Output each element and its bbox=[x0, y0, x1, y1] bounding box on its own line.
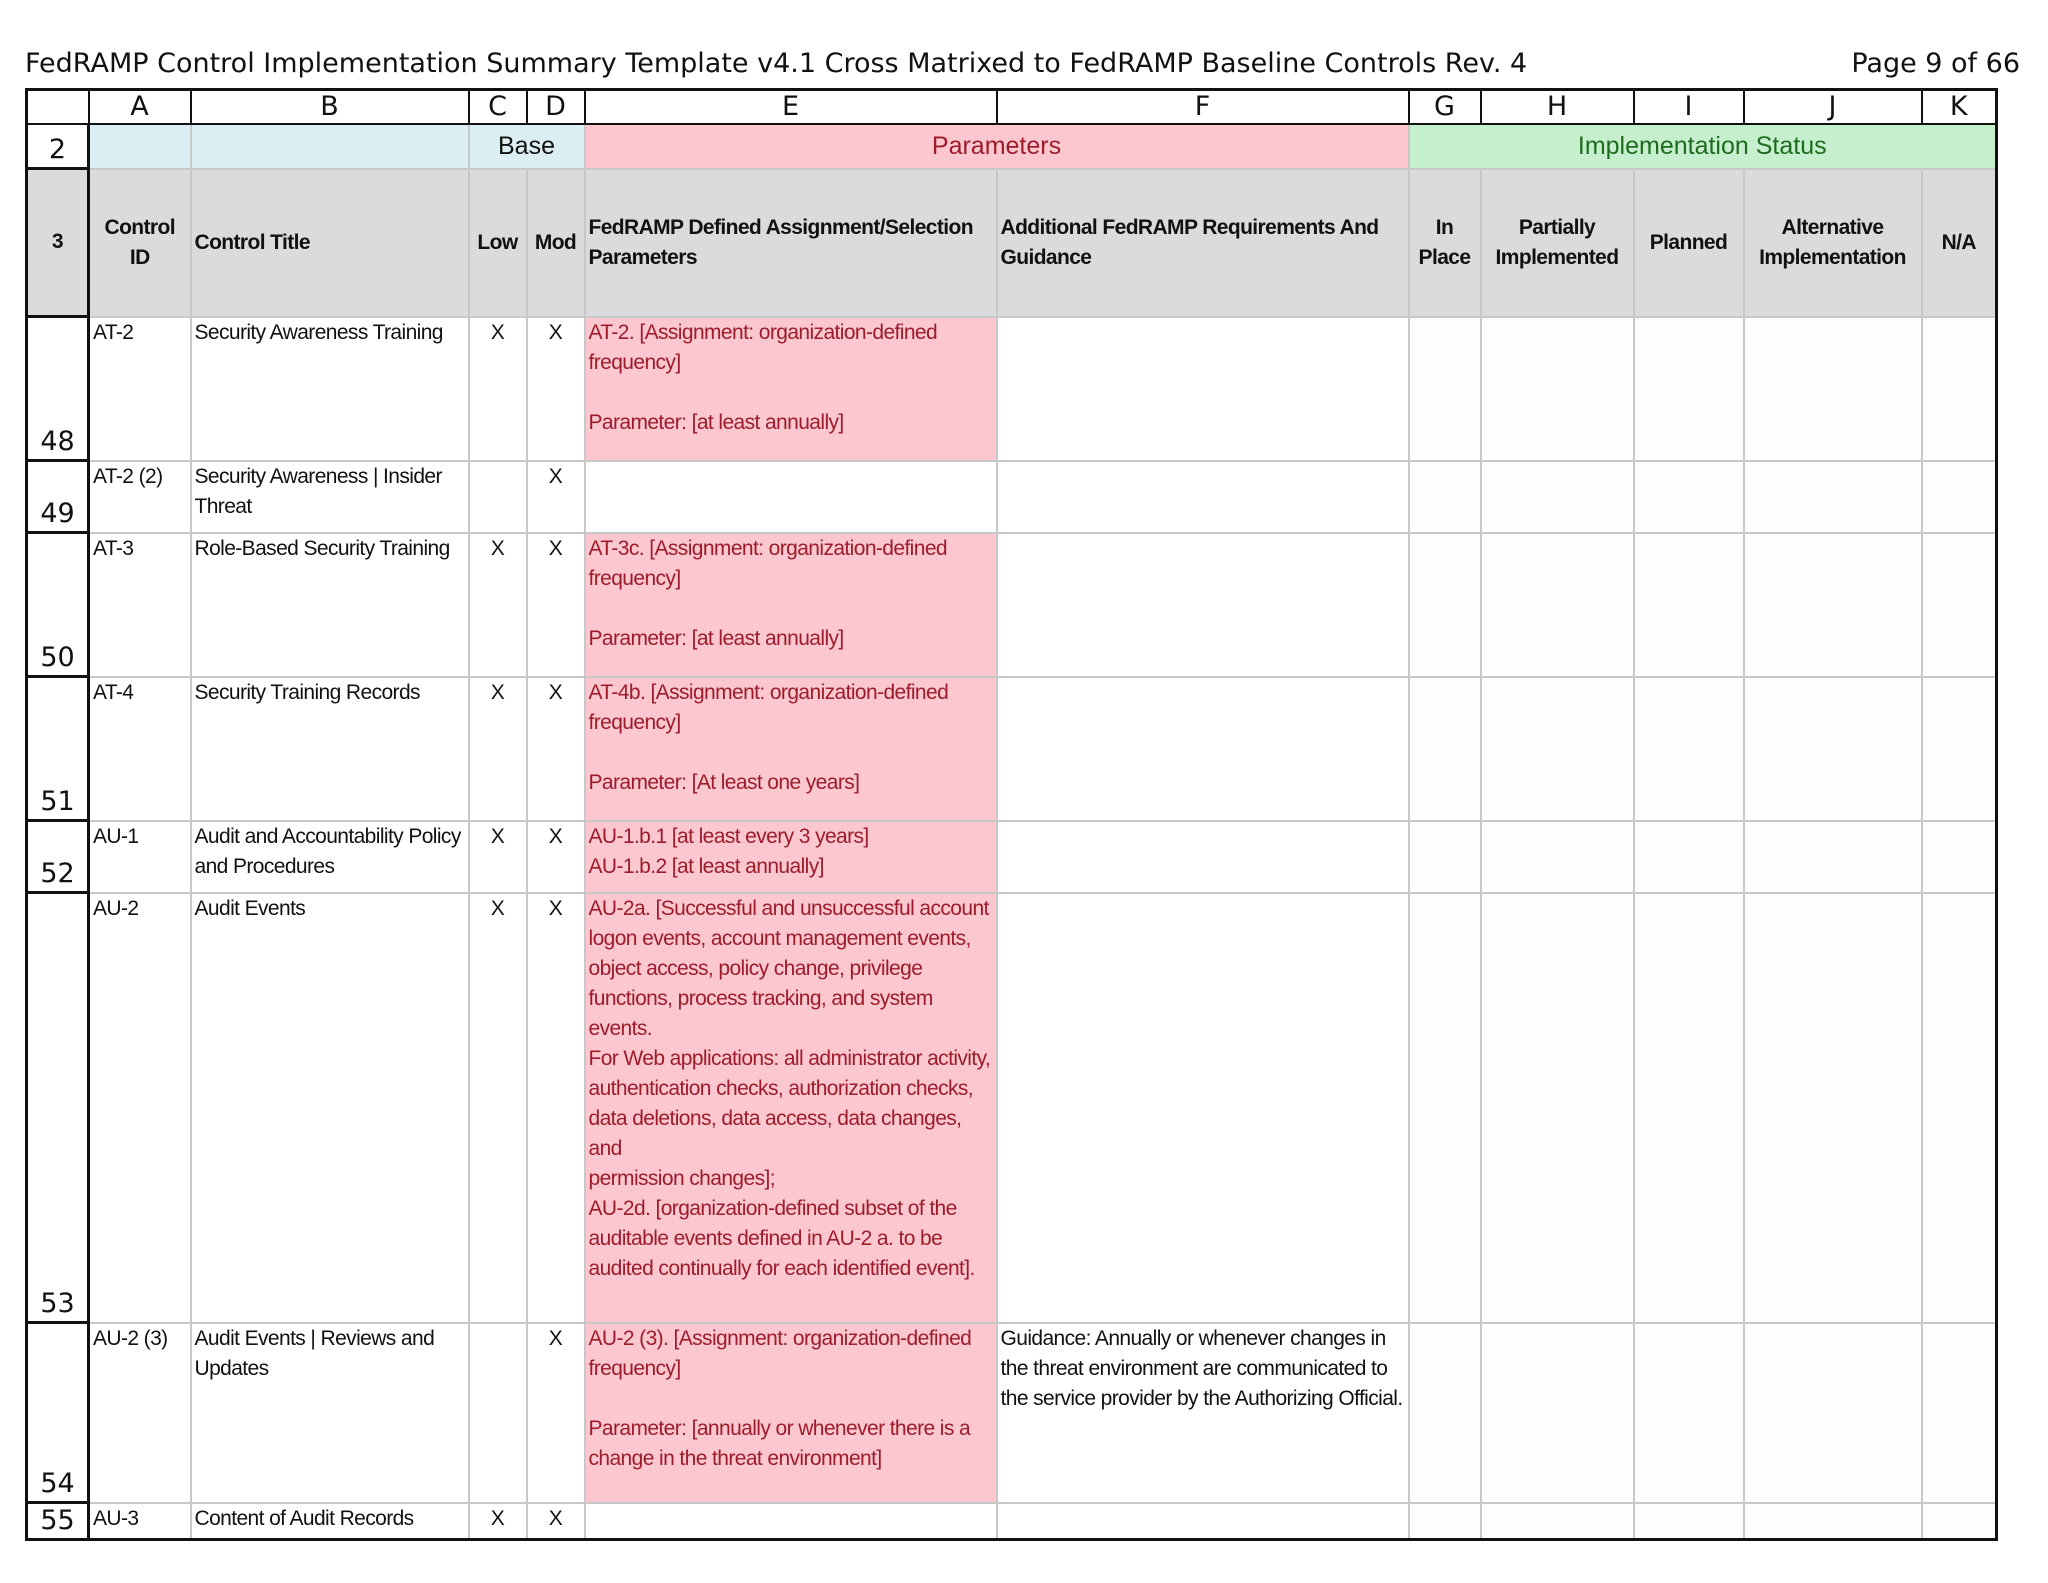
control-title-cell: Role-Based Security Training bbox=[191, 533, 469, 677]
planned-cell bbox=[1634, 461, 1744, 533]
params-cell bbox=[585, 1503, 997, 1540]
guidance-cell bbox=[997, 461, 1409, 533]
column-letter: D bbox=[527, 90, 585, 125]
table-row bbox=[27, 461, 1997, 533]
params-cell: AU-2 (3). [Assignment: organization-defined frequency] Parameter: [annually or whenever there is a change in the threat environment] bbox=[585, 1323, 997, 1503]
guidance-cell: Guidance: Annually or whenever changes in the threat environment are communicated to the service provider by the Authorizing Official. bbox=[997, 1323, 1409, 1503]
guidance-cell bbox=[997, 821, 1409, 893]
in-place-cell bbox=[1409, 893, 1481, 1323]
corner-cell bbox=[27, 90, 89, 125]
row-number: 49 bbox=[27, 461, 89, 533]
na-cell bbox=[1922, 533, 1997, 677]
header-mod: Mod bbox=[527, 169, 585, 317]
params-cell: AT-4b. [Assignment: organization-defined frequency] Parameter: [At least one years] bbox=[585, 677, 997, 821]
alternative-implementation-cell bbox=[1744, 461, 1922, 533]
control-id-cell: AT-4 bbox=[89, 677, 191, 821]
partially-implemented-cell bbox=[1481, 677, 1634, 821]
mod-cell: X bbox=[527, 317, 585, 461]
control-title-cell: Security Awareness | Insider Threat bbox=[191, 461, 469, 533]
control-id-cell: AU-3 bbox=[89, 1503, 191, 1540]
table-row bbox=[27, 677, 1997, 821]
page-number: Page 9 of 66 bbox=[1851, 48, 2020, 79]
in-place-cell bbox=[1409, 677, 1481, 821]
band-parameters: Parameters bbox=[585, 124, 1409, 169]
row-number: 3 bbox=[27, 169, 89, 317]
in-place-cell bbox=[1409, 533, 1481, 677]
band-blank bbox=[191, 124, 469, 169]
guidance-cell bbox=[997, 677, 1409, 821]
control-id-cell: AT-2 bbox=[89, 317, 191, 461]
column-letter: H bbox=[1481, 90, 1634, 125]
header-partially-implemented: Partially Implemented bbox=[1481, 169, 1634, 317]
guidance-cell bbox=[997, 1503, 1409, 1540]
row-number: 2 bbox=[27, 124, 89, 169]
alternative-implementation-cell bbox=[1744, 893, 1922, 1323]
low-cell: X bbox=[469, 1503, 527, 1540]
na-cell bbox=[1922, 821, 1997, 893]
guidance-cell bbox=[997, 533, 1409, 677]
row-number: 54 bbox=[27, 1323, 89, 1503]
partially-implemented-cell bbox=[1481, 893, 1634, 1323]
planned-cell bbox=[1634, 677, 1744, 821]
column-letter: J bbox=[1744, 90, 1922, 125]
column-letter: K bbox=[1922, 90, 1997, 125]
mod-cell: X bbox=[527, 1323, 585, 1503]
header-planned: Planned bbox=[1634, 169, 1744, 317]
low-cell: X bbox=[469, 677, 527, 821]
control-id-cell: AT-3 bbox=[89, 533, 191, 677]
band-implementation-status: Implementation Status bbox=[1409, 124, 1997, 169]
alternative-implementation-cell bbox=[1744, 1503, 1922, 1540]
header-na: N/A bbox=[1922, 169, 1997, 317]
low-cell bbox=[469, 1323, 527, 1503]
partially-implemented-cell bbox=[1481, 1503, 1634, 1540]
in-place-cell bbox=[1409, 317, 1481, 461]
table-row bbox=[27, 1323, 1997, 1503]
header-row bbox=[27, 169, 1997, 317]
na-cell bbox=[1922, 461, 1997, 533]
row-number: 53 bbox=[27, 893, 89, 1323]
row-number: 48 bbox=[27, 317, 89, 461]
na-cell bbox=[1922, 317, 1997, 461]
partially-implemented-cell bbox=[1481, 461, 1634, 533]
low-cell: X bbox=[469, 317, 527, 461]
column-letter: I bbox=[1634, 90, 1744, 125]
low-cell: X bbox=[469, 821, 527, 893]
params-cell bbox=[585, 461, 997, 533]
planned-cell bbox=[1634, 1323, 1744, 1503]
column-letter-row bbox=[27, 90, 1997, 125]
band-row bbox=[27, 124, 1997, 169]
column-letter: E bbox=[585, 90, 997, 125]
params-cell: AU-1.b.1 [at least every 3 years] AU-1.b.2 [at least annually] bbox=[585, 821, 997, 893]
na-cell bbox=[1922, 1323, 1997, 1503]
planned-cell bbox=[1634, 317, 1744, 461]
control-title-cell: Audit and Accountability Policy and Procedures bbox=[191, 821, 469, 893]
control-title-cell: Content of Audit Records bbox=[191, 1503, 469, 1540]
in-place-cell bbox=[1409, 821, 1481, 893]
row-number: 52 bbox=[27, 821, 89, 893]
table-row bbox=[27, 893, 1997, 1323]
mod-cell: X bbox=[527, 1503, 585, 1540]
partially-implemented-cell bbox=[1481, 533, 1634, 677]
control-title-cell: Security Awareness Training bbox=[191, 317, 469, 461]
alternative-implementation-cell bbox=[1744, 1323, 1922, 1503]
document-title: FedRAMP Control Implementation Summary Template v4.1 Cross Matrixed to FedRAMP Baseline Controls Rev. 4 bbox=[25, 48, 1528, 79]
header-control-id: Control ID bbox=[89, 169, 191, 317]
column-letter: B bbox=[191, 90, 469, 125]
control-title-cell: Audit Events | Reviews and Updates bbox=[191, 1323, 469, 1503]
planned-cell bbox=[1634, 893, 1744, 1323]
column-letter: G bbox=[1409, 90, 1481, 125]
table-row bbox=[27, 533, 1997, 677]
row-number: 55 bbox=[27, 1503, 89, 1540]
alternative-implementation-cell bbox=[1744, 317, 1922, 461]
header-low: Low bbox=[469, 169, 527, 317]
in-place-cell bbox=[1409, 1323, 1481, 1503]
planned-cell bbox=[1634, 1503, 1744, 1540]
table-row bbox=[27, 821, 1997, 893]
partially-implemented-cell bbox=[1481, 317, 1634, 461]
na-cell bbox=[1922, 893, 1997, 1323]
alternative-implementation-cell bbox=[1744, 821, 1922, 893]
table-row bbox=[27, 1503, 1997, 1540]
control-id-cell: AU-2 bbox=[89, 893, 191, 1323]
partially-implemented-cell bbox=[1481, 1323, 1634, 1503]
params-cell: AT-3c. [Assignment: organization-defined frequency] Parameter: [at least annually] bbox=[585, 533, 997, 677]
row-number: 50 bbox=[27, 533, 89, 677]
low-cell bbox=[469, 461, 527, 533]
control-title-cell: Audit Events bbox=[191, 893, 469, 1323]
band-blank bbox=[89, 124, 191, 169]
low-cell: X bbox=[469, 533, 527, 677]
mod-cell: X bbox=[527, 461, 585, 533]
mod-cell: X bbox=[527, 533, 585, 677]
control-id-cell: AU-1 bbox=[89, 821, 191, 893]
header-additional-guidance: Additional FedRAMP Requirements And Guidance bbox=[997, 169, 1409, 317]
header-alternative-implementation: Alternative Implementation bbox=[1744, 169, 1922, 317]
mod-cell: X bbox=[527, 821, 585, 893]
column-letter: F bbox=[997, 90, 1409, 125]
params-cell: AU-2a. [Successful and unsuccessful account logon events, account management events, object access, policy change, privilege functions, process tracking, and system events. For Web applications: all administrator activity, authentication checks, authorization checks, data deletions, data access, data changes, and permission changes]; AU-2d. [organization-defined subset of the auditable events defined in AU-2 a. to be audited continually for each identified event]. bbox=[585, 893, 997, 1323]
alternative-implementation-cell bbox=[1744, 677, 1922, 821]
in-place-cell bbox=[1409, 461, 1481, 533]
alternative-implementation-cell bbox=[1744, 533, 1922, 677]
low-cell: X bbox=[469, 893, 527, 1323]
guidance-cell bbox=[997, 893, 1409, 1323]
header-fedramp-params: FedRAMP Defined Assignment/Selection Parameters bbox=[585, 169, 997, 317]
table-row bbox=[27, 317, 1997, 461]
planned-cell bbox=[1634, 533, 1744, 677]
mod-cell: X bbox=[527, 677, 585, 821]
column-letter: C bbox=[469, 90, 527, 125]
na-cell bbox=[1922, 1503, 1997, 1540]
control-title-cell: Security Training Records bbox=[191, 677, 469, 821]
column-letter: A bbox=[89, 90, 191, 125]
band-base: Base bbox=[469, 124, 585, 169]
header-in-place: In Place bbox=[1409, 169, 1481, 317]
planned-cell bbox=[1634, 821, 1744, 893]
header-control-title: Control Title bbox=[191, 169, 469, 317]
in-place-cell bbox=[1409, 1503, 1481, 1540]
params-cell: AT-2. [Assignment: organization-defined frequency] Parameter: [at least annually] bbox=[585, 317, 997, 461]
partially-implemented-cell bbox=[1481, 821, 1634, 893]
guidance-cell bbox=[997, 317, 1409, 461]
control-matrix-table bbox=[25, 88, 1998, 1541]
control-id-cell: AU-2 (3) bbox=[89, 1323, 191, 1503]
row-number: 51 bbox=[27, 677, 89, 821]
mod-cell: X bbox=[527, 893, 585, 1323]
control-id-cell: AT-2 (2) bbox=[89, 461, 191, 533]
na-cell bbox=[1922, 677, 1997, 821]
